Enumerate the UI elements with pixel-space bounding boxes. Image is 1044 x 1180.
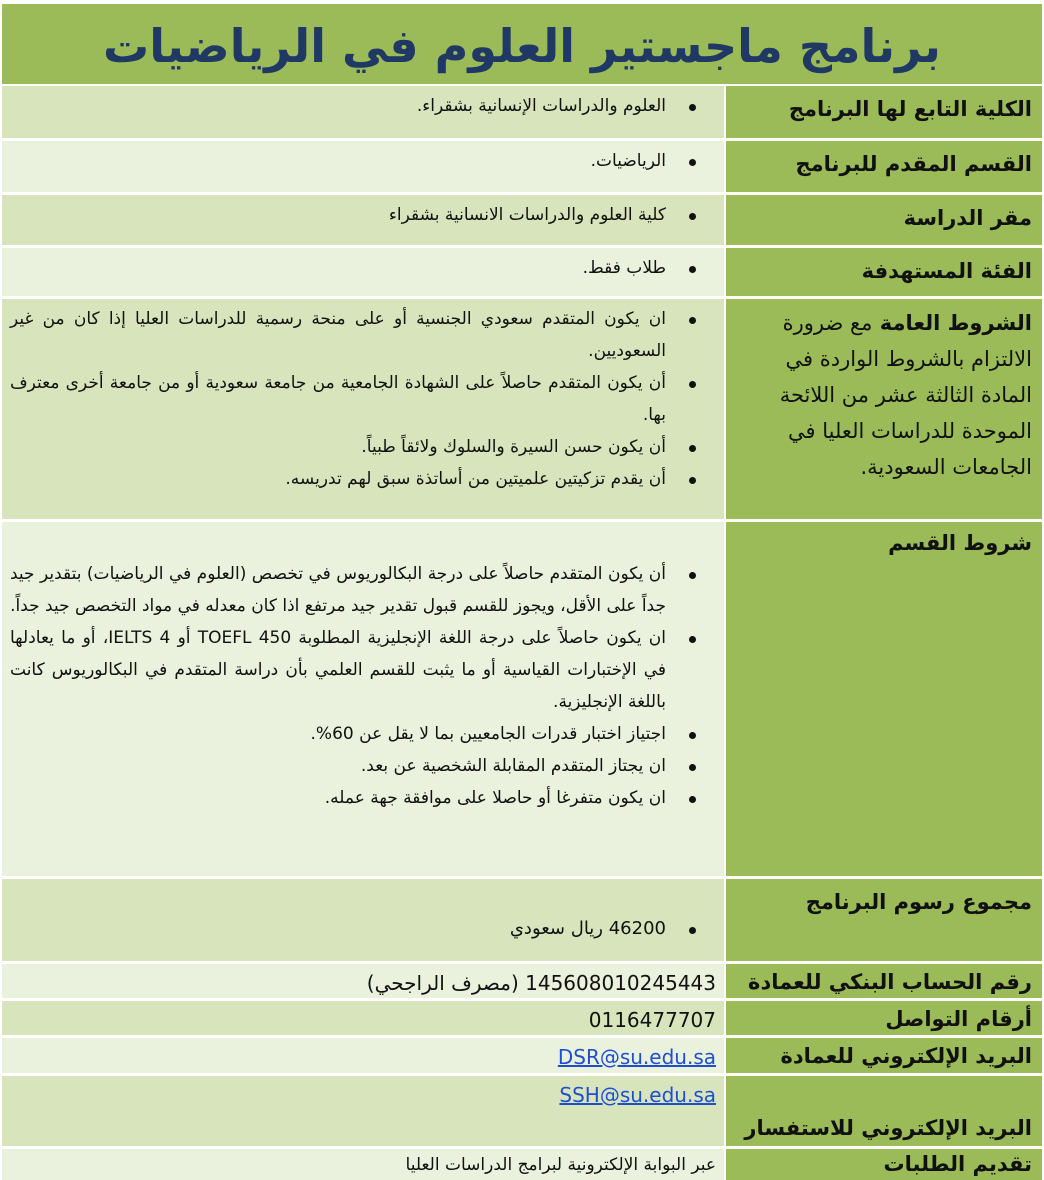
list-item: ان يكون المتقدم سعودي الجنسية أو على منحة رسمية للدراسات العليا إذا كان من غير السعوديين.	[10, 303, 666, 367]
row-fees	[2, 879, 1042, 961]
label-location: مقر الدراسة	[726, 195, 1042, 245]
label-apply: تقديم الطلبات	[726, 1149, 1042, 1180]
list-item: 46200 ريال سعودي	[10, 913, 666, 945]
label-email-dean: البريد الإلكتروني للعمادة	[726, 1038, 1042, 1073]
value-email-inquiry	[2, 1076, 724, 1146]
value-target	[2, 248, 724, 296]
value-email-dean	[2, 1038, 724, 1073]
list-item: العلوم والدراسات الإنسانية بشقراء.	[10, 90, 666, 122]
row-apply	[2, 1149, 1042, 1180]
row-location	[2, 195, 1042, 245]
list-item: ان يكون متفرغا أو حاصلا على موافقة جهة عمله.	[10, 782, 666, 814]
label-department-conditions: شروط القسم	[726, 522, 1042, 876]
row-department-conditions	[2, 522, 1042, 876]
value-location	[2, 195, 724, 245]
list-item: الرياضيات.	[10, 145, 666, 177]
row-target	[2, 248, 1042, 296]
label-general-conditions	[726, 299, 1042, 519]
value-bank-account: 145608010245443 (مصرف الراجحي)	[2, 964, 724, 998]
value-department-conditions	[2, 522, 724, 876]
label-fees: مجموع رسوم البرنامج	[726, 879, 1042, 961]
list-item: كلية العلوم والدراسات الانسانية بشقراء	[10, 199, 666, 231]
list-item: أن يقدم تزكيتين علميتين من أساتذة سبق لهم تدريسه.	[10, 463, 666, 495]
page-title: برنامج ماجستير العلوم في الرياضيات	[2, 4, 1042, 84]
value-college	[2, 86, 724, 138]
label-rest: مع ضرورة الالتزام بالشروط الواردة في المادة الثالثة عشر من اللائحة الموحدة للدراسات العليا في الجامعات السعودية.	[779, 311, 1032, 479]
email-dean-link[interactable]: DSR@su.edu.sa	[557, 1045, 716, 1069]
list-item: طلاب فقط.	[10, 252, 666, 284]
label-email-inquiry: البريد الإلكتروني للاستفسار	[726, 1076, 1042, 1146]
label-college: الكلية التابع لها البرنامج	[726, 86, 1042, 138]
label-department: القسم المقدم للبرنامج	[726, 141, 1042, 192]
label-bank-account: رقم الحساب البنكي للعمادة	[726, 964, 1042, 998]
row-email-inquiry	[2, 1076, 1042, 1146]
value-fees	[2, 879, 724, 961]
value-phone: 0116477707	[2, 1001, 724, 1035]
list-item: اجتياز اختبار قدرات الجامعيين بما لا يقل عن 60%.	[10, 718, 666, 750]
row-bank-account	[2, 964, 1042, 998]
list-item: أن يكون حسن السيرة والسلوك ولائقاً طبياً.	[10, 431, 666, 463]
value-apply: عبر البوابة الإلكترونية لبرامج الدراسات العليا	[2, 1149, 724, 1180]
row-phone	[2, 1001, 1042, 1035]
document-page	[2, 0, 1042, 1180]
row-college	[2, 86, 1042, 138]
label-bold: الشروط العامة	[879, 311, 1032, 335]
label-phone: أرقام التواصل	[726, 1001, 1042, 1035]
row-general-conditions	[2, 299, 1042, 519]
list-item: أن يكون المتقدم حاصلاً على درجة البكالوريوس في تخصص (العلوم في الرياضيات) بتقدير جيد جداً على الأقل، ويجوز للقسم قبول تقدير جيد مرتفع اذا كان معدله في مواد التخصص جيد جداً.	[10, 558, 666, 622]
email-inquiry-link[interactable]: SSH@su.edu.sa	[559, 1083, 716, 1107]
row-department	[2, 141, 1042, 192]
list-item: ان يكون حاصلاً على درجة اللغة الإنجليزية المطلوبة TOEFL 450 أو IELTS 4، أو ما يعادلها في الإختبارات القياسية أو ما يثبت للقسم العلمي بأن دراسة المتقدم في البكالوريوس كانت باللغة الإنجليزية.	[10, 622, 666, 718]
value-general-conditions	[2, 299, 724, 519]
row-email-dean	[2, 1038, 1042, 1073]
label-target: الفئة المستهدفة	[726, 248, 1042, 296]
list-item: أن يكون المتقدم حاصلاً على الشهادة الجامعية من جامعة سعودية أو من جامعة أخرى معترف بها.	[10, 367, 666, 431]
list-item: ان يجتاز المتقدم المقابلة الشخصية عن بعد.	[10, 750, 666, 782]
value-department	[2, 141, 724, 192]
